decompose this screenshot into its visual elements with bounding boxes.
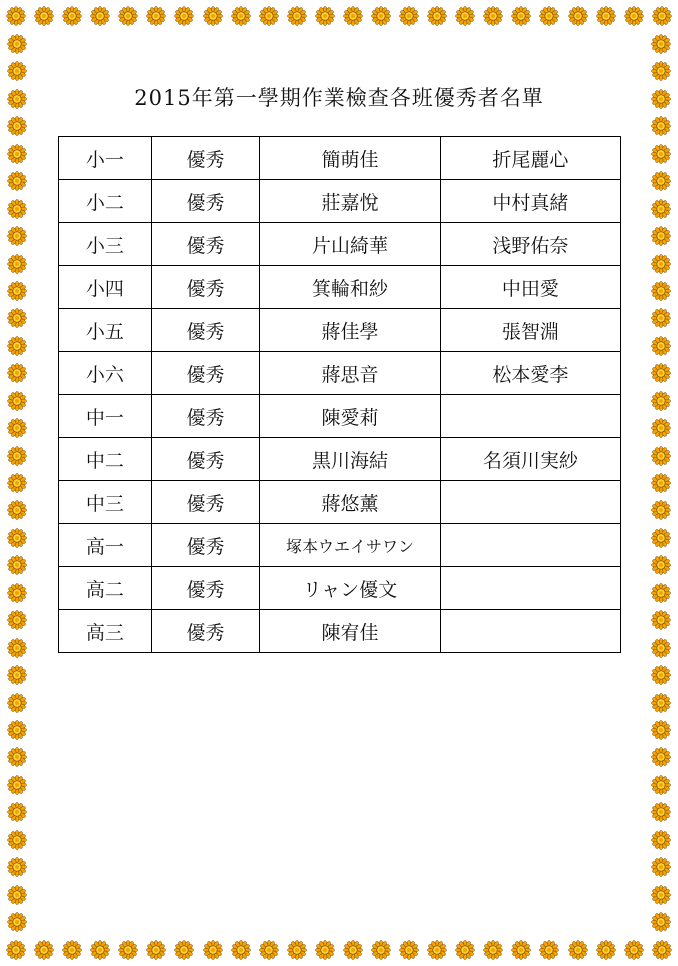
sunflower-icon: [7, 747, 27, 767]
table-row: [59, 352, 621, 395]
sunflower-icon: [7, 199, 27, 219]
award-cell: 優秀: [151, 223, 260, 266]
sunflower-icon: [624, 940, 644, 960]
sunflower-icon: [7, 830, 27, 850]
table-row: [59, 610, 621, 653]
award-cell: 優秀: [151, 352, 260, 395]
student-name-cell: 片山綺華: [260, 223, 440, 266]
sunflower-icon: [315, 6, 335, 26]
sunflower-icon: [652, 940, 672, 960]
sunflower-icon: [651, 473, 671, 493]
student-name-cell: [440, 610, 620, 653]
sunflower-icon: [7, 144, 27, 164]
sunflower-icon: [651, 226, 671, 246]
student-name-cell: [440, 567, 620, 610]
award-cell: 優秀: [151, 137, 260, 180]
sunflower-icon: [7, 336, 27, 356]
sunflower-icon: [343, 6, 363, 26]
student-name-cell: [440, 481, 620, 524]
table-row: [59, 524, 621, 567]
award-cell: 優秀: [151, 309, 260, 352]
sunflower-icon: [399, 6, 419, 26]
award-cell: 優秀: [151, 395, 260, 438]
sunflower-icon: [7, 308, 27, 328]
sunflower-icon: [596, 940, 616, 960]
sunflower-icon: [539, 940, 559, 960]
sunflower-icon: [651, 583, 671, 603]
sunflower-icon: [7, 885, 27, 905]
class-cell: 小四: [59, 266, 152, 309]
sunflower-icon: [6, 6, 26, 26]
sunflower-icon: [651, 830, 671, 850]
sunflower-icon: [34, 940, 54, 960]
student-name-cell: 松本愛李: [440, 352, 620, 395]
sunflower-icon: [651, 638, 671, 658]
class-cell: 高一: [59, 524, 152, 567]
sunflower-icon: [651, 802, 671, 822]
sunflower-icon: [7, 802, 27, 822]
class-cell: 小二: [59, 180, 152, 223]
sunflower-icon: [7, 638, 27, 658]
class-cell: 小六: [59, 352, 152, 395]
sunflower-icon: [7, 720, 27, 740]
student-name-cell: 黒川海結: [260, 438, 440, 481]
table-row: [59, 567, 621, 610]
sunflower-icon: [7, 857, 27, 877]
sunflower-icon: [511, 6, 531, 26]
sunflower-icon: [651, 747, 671, 767]
sunflower-icon: [203, 940, 223, 960]
sunflower-icon: [7, 281, 27, 301]
student-name-cell: 塚本ウエイサワン: [260, 524, 440, 567]
sunflower-icon: [651, 555, 671, 575]
table-row: [59, 137, 621, 180]
award-cell: 優秀: [151, 180, 260, 223]
sunflower-icon: [287, 940, 307, 960]
sunflower-icon: [371, 940, 391, 960]
sunflower-icon: [7, 171, 27, 191]
sunflower-icon: [7, 391, 27, 411]
sunflower-icon: [651, 528, 671, 548]
sunflower-icon: [651, 418, 671, 438]
table-row: [59, 309, 621, 352]
student-name-cell: 中田愛: [440, 266, 620, 309]
student-name-cell: 陳宥佳: [260, 610, 440, 653]
student-name-cell: 蔣佳學: [260, 309, 440, 352]
sunflower-icon: [7, 116, 27, 136]
sunflower-icon: [651, 171, 671, 191]
sunflower-icon: [596, 6, 616, 26]
sunflower-icon: [651, 144, 671, 164]
student-name-cell: 張智淵: [440, 309, 620, 352]
student-name-cell: 蔣思音: [260, 352, 440, 395]
sunflower-icon: [511, 940, 531, 960]
border-left: [0, 32, 34, 934]
sunflower-icon: [90, 940, 110, 960]
table-row: [59, 180, 621, 223]
sunflower-icon: [455, 6, 475, 26]
sunflower-icon: [315, 940, 335, 960]
sunflower-icon: [651, 116, 671, 136]
sunflower-icon: [62, 940, 82, 960]
class-cell: 中一: [59, 395, 152, 438]
sunflower-icon: [651, 720, 671, 740]
sunflower-icon: [483, 940, 503, 960]
sunflower-icon: [651, 446, 671, 466]
sunflower-icon: [7, 61, 27, 81]
sunflower-icon: [651, 199, 671, 219]
sunflower-icon: [203, 6, 223, 26]
sunflower-icon: [651, 391, 671, 411]
sunflower-icon: [427, 6, 447, 26]
sunflower-icon: [174, 940, 194, 960]
student-name-cell: 折尾麗心: [440, 137, 620, 180]
class-cell: 小一: [59, 137, 152, 180]
sunflower-icon: [483, 6, 503, 26]
sunflower-icon: [652, 6, 672, 26]
sunflower-icon: [146, 940, 166, 960]
sunflower-icon: [651, 857, 671, 877]
sunflower-icon: [231, 6, 251, 26]
sunflower-icon: [259, 940, 279, 960]
student-name-cell: 蔣悠薰: [260, 481, 440, 524]
student-name-cell: リャン優文: [260, 567, 440, 610]
class-cell: 中三: [59, 481, 152, 524]
sunflower-icon: [399, 940, 419, 960]
sunflower-icon: [539, 6, 559, 26]
sunflower-icon: [651, 610, 671, 630]
sunflower-icon: [651, 665, 671, 685]
sunflower-icon: [287, 6, 307, 26]
sunflower-icon: [651, 61, 671, 81]
sunflower-icon: [259, 6, 279, 26]
student-name-cell: 莊嘉悅: [260, 180, 440, 223]
sunflower-icon: [651, 34, 671, 54]
sunflower-icon: [7, 418, 27, 438]
class-cell: 小五: [59, 309, 152, 352]
honor-roll-body: [59, 137, 621, 653]
class-cell: 小三: [59, 223, 152, 266]
sunflower-icon: [7, 555, 27, 575]
award-cell: 優秀: [151, 524, 260, 567]
sunflower-icon: [455, 940, 475, 960]
sunflower-icon: [7, 446, 27, 466]
sunflower-icon: [146, 6, 166, 26]
sunflower-icon: [651, 363, 671, 383]
sunflower-icon: [90, 6, 110, 26]
student-name-cell: 陳愛莉: [260, 395, 440, 438]
border-right: [644, 32, 678, 934]
award-cell: 優秀: [151, 610, 260, 653]
sunflower-icon: [118, 6, 138, 26]
border-top: [0, 0, 678, 32]
sunflower-icon: [118, 940, 138, 960]
sunflower-icon: [62, 6, 82, 26]
sunflower-icon: [6, 940, 26, 960]
student-name-cell: [440, 395, 620, 438]
table-row: [59, 223, 621, 266]
sunflower-icon: [34, 6, 54, 26]
sunflower-icon: [651, 885, 671, 905]
sunflower-icon: [651, 775, 671, 795]
sunflower-icon: [7, 226, 27, 246]
sunflower-icon: [343, 940, 363, 960]
table-row: [59, 481, 621, 524]
sunflower-icon: [7, 775, 27, 795]
class-cell: 高二: [59, 567, 152, 610]
sunflower-icon: [7, 254, 27, 274]
sunflower-icon: [174, 6, 194, 26]
student-name-cell: [440, 524, 620, 567]
sunflower-icon: [624, 6, 644, 26]
award-cell: 優秀: [151, 481, 260, 524]
sunflower-icon: [7, 912, 27, 932]
border-bottom: [0, 934, 678, 966]
sunflower-icon: [651, 281, 671, 301]
sunflower-icon: [427, 940, 447, 960]
student-name-cell: 箕輪和紗: [260, 266, 440, 309]
sunflower-icon: [651, 693, 671, 713]
class-cell: 中二: [59, 438, 152, 481]
sunflower-icon: [231, 940, 251, 960]
table-row: [59, 266, 621, 309]
sunflower-icon: [7, 583, 27, 603]
table-row: [59, 395, 621, 438]
sunflower-icon: [371, 6, 391, 26]
sunflower-icon: [7, 693, 27, 713]
award-cell: 優秀: [151, 266, 260, 309]
sunflower-icon: [651, 500, 671, 520]
table-row: [59, 438, 621, 481]
sunflower-icon: [7, 34, 27, 54]
sunflower-icon: [7, 473, 27, 493]
sunflower-icon: [7, 528, 27, 548]
sunflower-icon: [7, 363, 27, 383]
student-name-cell: 名須川実紗: [440, 438, 620, 481]
sunflower-icon: [7, 665, 27, 685]
award-cell: 優秀: [151, 567, 260, 610]
sunflower-icon: [651, 912, 671, 932]
sunflower-icon: [568, 940, 588, 960]
sunflower-icon: [651, 308, 671, 328]
sunflower-icon: [651, 336, 671, 356]
student-name-cell: 簡萌佳: [260, 137, 440, 180]
sunflower-icon: [651, 254, 671, 274]
sunflower-icon: [568, 6, 588, 26]
award-cell: 優秀: [151, 438, 260, 481]
class-cell: 高三: [59, 610, 152, 653]
honor-roll-table: [58, 136, 621, 653]
sunflower-icon: [7, 610, 27, 630]
student-name-cell: 浅野佑奈: [440, 223, 620, 266]
student-name-cell: 中村真緒: [440, 180, 620, 223]
sunflower-icon: [7, 500, 27, 520]
page-title: 2015年第一學期作業檢查各班優秀者名單: [134, 86, 544, 110]
